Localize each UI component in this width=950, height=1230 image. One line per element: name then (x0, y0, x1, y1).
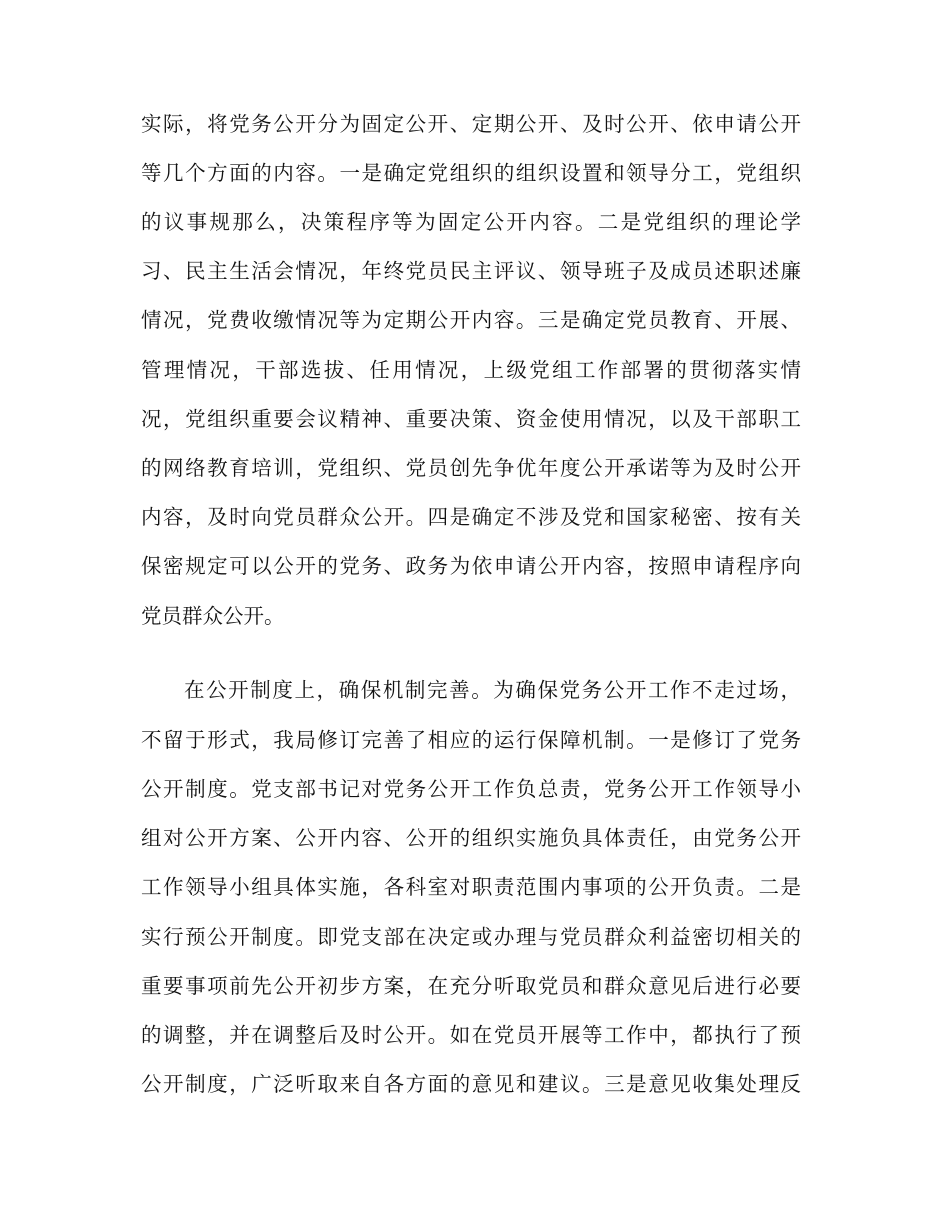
paragraph-2-line-5: 工作领导小组具体实施，各科室对职责范围内事项的公开负责。二是 (141, 875, 801, 899)
paragraph-1-line-1: 实际，将党务公开分为固定公开、定期公开、及时公开、依申请公开 (141, 112, 801, 136)
paragraph-1-line-2: 等几个方面的内容。一是确定党组织的组织设置和领导分工，党组织 (141, 161, 801, 185)
paragraph-2-line-8: 的调整，并在调整后及时公开。如在党员开展等工作中，都执行了预 (141, 1023, 801, 1047)
paragraph-1-line-4: 习、民主生活会情况，年终党员民主评议、领导班子及成员述职述廉 (141, 259, 801, 283)
paragraph-2-line-7: 重要事项前先公开初步方案，在充分听取党员和群众意见后进行必要 (141, 974, 801, 998)
paragraph-2-line-6: 实行预公开制度。即党支部在决定或办理与党员群众利益密切相关的 (141, 925, 801, 949)
paragraph-1-line-10: 保密规定可以公开的党务、政务为依申请公开内容，按照申请程序向 (141, 554, 801, 578)
paragraph-1-line-3: 的议事规那么，决策程序等为固定公开内容。二是党组织的理论学 (141, 210, 801, 234)
paragraph-1-line-5: 情况，党费收缴情况等为定期公开内容。三是确定党员教育、开展、 (141, 308, 801, 332)
paragraph-2-line-1: 在公开制度上，确保机制完善。为确保党务公开工作不走过场， (184, 678, 801, 702)
paragraph-1-line-6: 管理情况，干部选拔、任用情况，上级党组工作部署的贯彻落实情 (141, 358, 801, 382)
paragraph-1-line-7: 况，党组织重要会议精神、重要决策、资金使用情况，以及干部职工 (141, 407, 801, 431)
paragraph-2-line-2: 不留于形式，我局修订完善了相应的运行保障机制。一是修订了党务 (141, 728, 801, 752)
paragraph-1-line-11: 党员群众公开。 (141, 604, 285, 628)
paragraph-2-line-9: 公开制度，广泛听取来自各方面的意见和建议。三是意见收集处理反 (141, 1072, 801, 1096)
paragraph-2-line-3: 公开制度。党支部书记对党务公开工作负总责，党务公开工作领导小 (141, 777, 801, 801)
paragraph-1-line-8: 的网络教育培训，党组织、党员创先争优年度公开承诺等为及时公开 (141, 456, 801, 480)
paragraph-1-line-9: 内容，及时向党员群众公开。四是确定不涉及党和国家秘密、按有关 (141, 505, 801, 529)
paragraph-2-line-4: 组对公开方案、公开内容、公开的组织实施负具体责任，由党务公开 (141, 826, 801, 850)
